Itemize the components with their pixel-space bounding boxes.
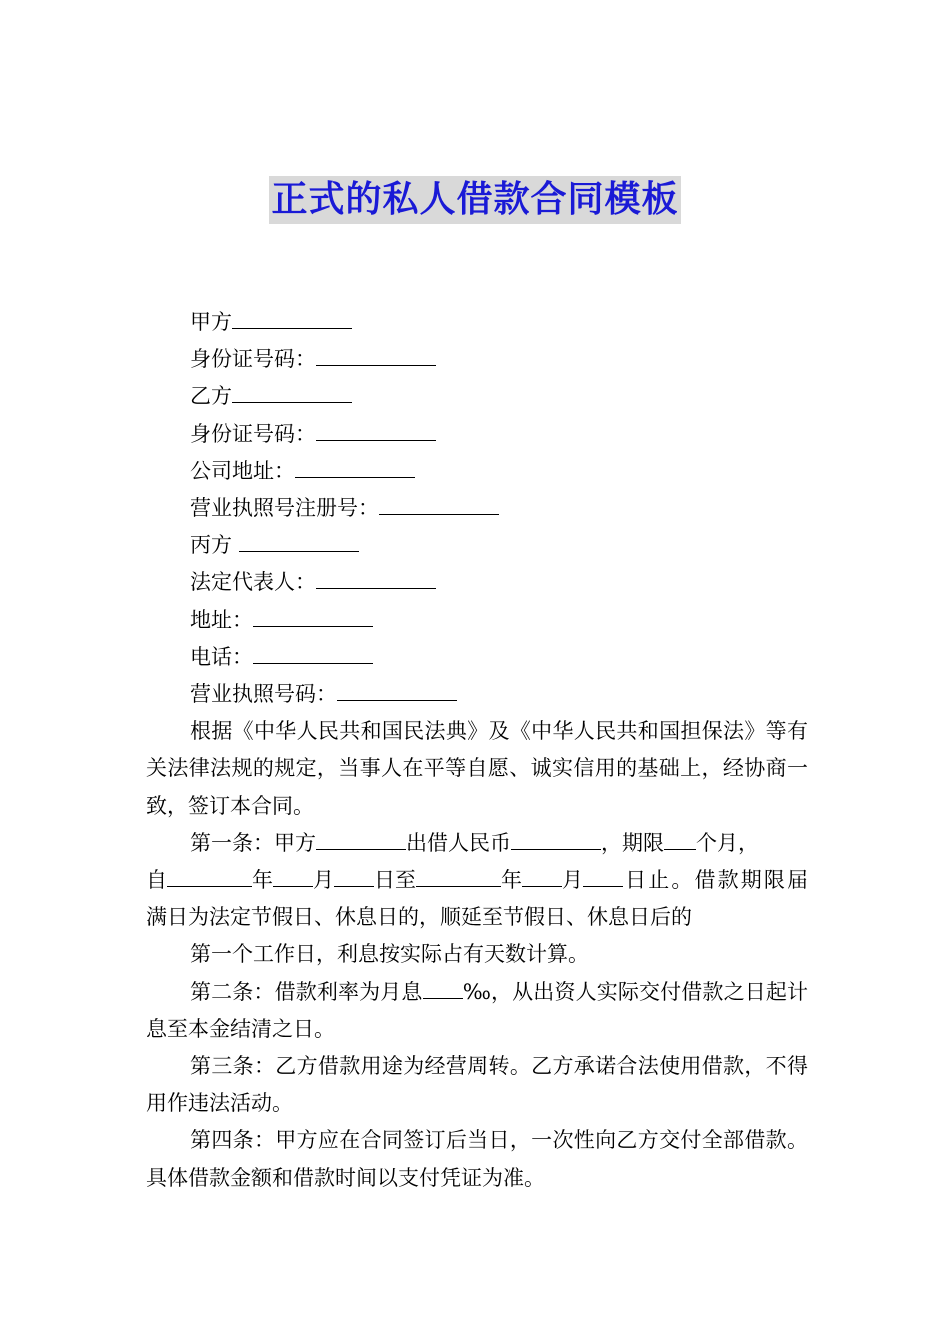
blank-line <box>664 827 696 850</box>
article-text: 第二条：借款利率为月息 <box>190 979 423 1004</box>
blank-line <box>316 827 406 850</box>
article-1-continuation: 第一个工作日，利息按实际占有天数计算。 <box>190 942 589 967</box>
field-label: 身份证号码： <box>190 421 316 446</box>
field-label: 营业执照号注册号： <box>190 496 379 521</box>
article-2 <box>146 974 808 1048</box>
address-field <box>146 602 808 639</box>
field-label: 乙方 <box>190 384 232 409</box>
blank-line <box>337 678 457 701</box>
field-label: 营业执照号码： <box>190 682 337 707</box>
article-text: ‰，从出资人实际交付借款之日起计息至本金结清之日。 <box>146 979 808 1041</box>
field-label: 电话： <box>190 644 253 669</box>
blank-line <box>232 306 352 329</box>
blank-line <box>522 864 562 887</box>
article-text: 日止。借款期限届满日为法定节假日、休息日的，顺延至节假日、休息日后的 <box>146 868 808 930</box>
field-label: 丙方 <box>190 533 239 558</box>
article-text: 自 <box>146 868 167 893</box>
blank-line <box>316 566 436 589</box>
article-text: 出借人民币 <box>406 830 511 855</box>
blank-line <box>423 976 463 999</box>
blank-line <box>379 492 499 515</box>
blank-line <box>316 418 436 441</box>
document-body <box>146 304 808 1197</box>
blank-line <box>253 604 373 627</box>
blank-line <box>253 641 373 664</box>
phone-field <box>146 639 808 676</box>
blank-line <box>316 343 436 366</box>
article-text: 日至 <box>374 868 416 893</box>
party-b-id-field <box>146 416 808 453</box>
article-text: 第一条：甲方 <box>190 830 316 855</box>
business-license-number-field <box>146 676 808 713</box>
title-container <box>0 176 950 224</box>
field-label: 公司地址： <box>190 458 295 483</box>
blank-line <box>511 827 601 850</box>
document-title: 正式的私人借款合同模板 <box>269 176 680 224</box>
article-text: 年 <box>501 868 522 893</box>
field-label: 甲方 <box>190 310 232 334</box>
article-text: 月 <box>313 868 334 893</box>
blank-line <box>239 529 359 552</box>
blank-line <box>295 455 415 478</box>
article-text: 月 <box>562 868 583 893</box>
article-text: 年 <box>252 868 273 893</box>
blank-line <box>583 864 623 887</box>
business-license-reg-field <box>146 490 808 527</box>
blank-line <box>273 864 313 887</box>
article-1-line-2 <box>102 862 623 899</box>
article-4: 第四条：甲方应在合同签订后当日，一次性向乙方交付全部借款。具体借款金额和借款时间以支付凭证为准。 <box>146 1128 808 1190</box>
field-label: 法定代表人： <box>190 570 316 595</box>
blank-line <box>334 864 374 887</box>
blank-line <box>416 864 501 887</box>
article-3: 第三条：乙方借款用途为经营周转。乙方承诺合法使用借款，不得用作违法活动。 <box>146 1054 808 1116</box>
article-text: 个月， <box>696 830 759 855</box>
party-a-field <box>146 304 808 341</box>
article-text: ，期限 <box>601 830 664 855</box>
article-1 <box>146 825 808 937</box>
field-label: 身份证号码： <box>190 347 316 372</box>
blank-line <box>167 864 252 887</box>
party-a-id-field <box>146 341 808 378</box>
blank-line <box>232 380 352 403</box>
intro-paragraph: 根据《中华人民共和国民法典》及《中华人民共和国担保法》等有关法律法规的规定，当事人在平等自愿、诚实信用的基础上，经协商一致，签订本合同。 <box>146 719 808 818</box>
company-address-field <box>146 453 808 490</box>
field-label: 地址： <box>190 607 253 632</box>
party-b-field <box>146 378 808 415</box>
party-c-field <box>146 527 808 564</box>
legal-representative-field <box>146 564 808 601</box>
